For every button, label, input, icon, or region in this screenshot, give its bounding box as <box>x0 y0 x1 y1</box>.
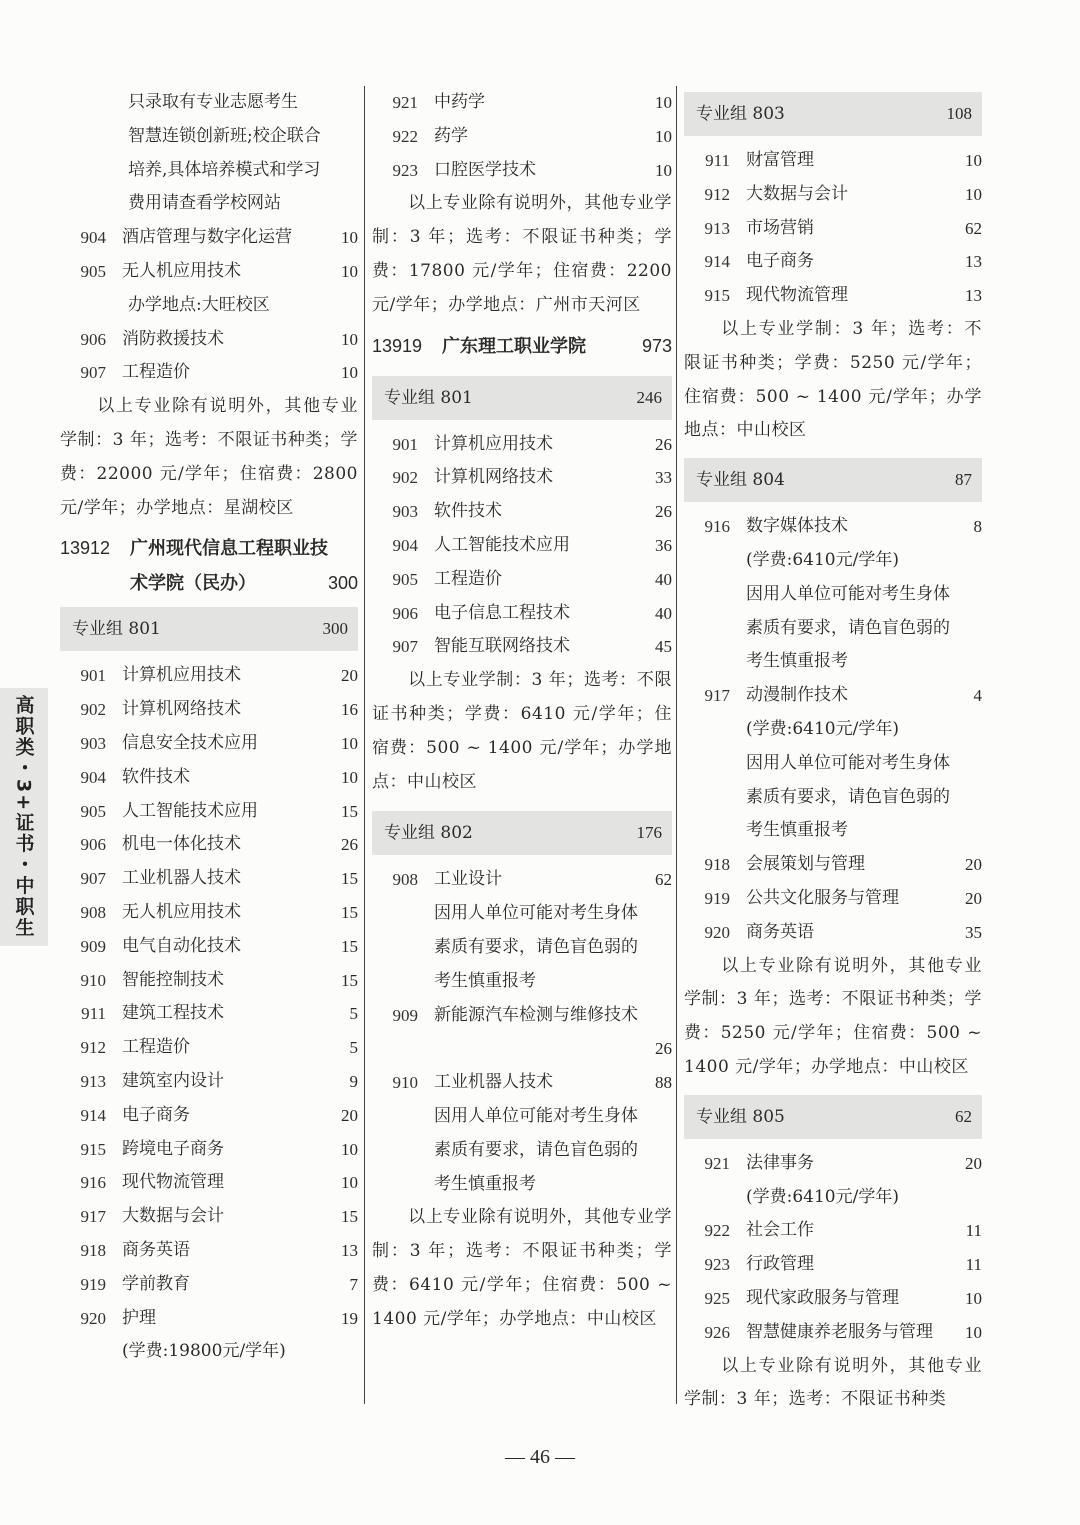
group-quota: 246 <box>636 387 662 407</box>
major-code: 902 <box>80 700 106 720</box>
major-name: 市场营销 <box>746 217 814 238</box>
major-name: 工业机器人技术 <box>434 1072 553 1093</box>
note-line: 因用人单位可能对考生身体 <box>434 903 638 924</box>
major-group-header <box>60 607 358 651</box>
major-code: 906 <box>80 835 106 855</box>
major-name: 计算机网络技术 <box>122 699 241 720</box>
major-name: 计算机应用技术 <box>434 433 553 454</box>
major-quota: 11 <box>965 1221 982 1241</box>
major-row <box>372 529 672 563</box>
school-quota: 300 <box>327 573 358 594</box>
major-row <box>60 1099 358 1133</box>
note-line: 因用人单位可能对考生身体 <box>746 752 950 773</box>
major-quota: 10 <box>341 733 358 753</box>
note-line: (学费:6410元/学年) <box>746 1186 899 1207</box>
major-name: 行政管理 <box>746 1254 814 1275</box>
major-name: 建筑工程技术 <box>122 1003 224 1024</box>
side-tab-label: 高职类・3+证书・中职生 <box>12 695 35 939</box>
program-description <box>372 187 672 322</box>
major-quota: 11 <box>965 1255 982 1275</box>
program-description-text: 以上专业学制：3 年；选考：不限证书种类；学费：6410 元/学年；住宿费：500 ~ 1400 元/学年；办学地点：中山校区 <box>372 670 672 792</box>
major-row <box>684 848 982 882</box>
major-name: 信息安全技术应用 <box>122 732 258 753</box>
major-list <box>684 848 982 949</box>
major-code: 918 <box>80 1240 106 1260</box>
major-quota: 10 <box>341 363 358 383</box>
column-1 <box>60 86 358 1369</box>
major-row <box>684 1214 982 1248</box>
major-quota: 20 <box>965 888 982 908</box>
school-code: 13912 <box>60 538 111 559</box>
major-code: 902 <box>392 468 418 488</box>
major-code: 904 <box>392 535 418 555</box>
major-row <box>60 1302 358 1336</box>
major-code: 917 <box>80 1207 106 1227</box>
major-group-header <box>372 376 672 420</box>
major-name: 无人机应用技术 <box>122 260 241 281</box>
major-quota: 5 <box>349 1038 358 1058</box>
note-line: (学费:6410元/学年) <box>746 718 899 739</box>
major-name: 无人机应用技术 <box>122 901 241 922</box>
major-code: 915 <box>80 1139 106 1159</box>
major-code: 920 <box>80 1308 106 1328</box>
major-code: 913 <box>704 218 730 238</box>
major-list <box>684 144 982 313</box>
school-name: 术学院（民办） <box>130 573 256 595</box>
major-code: 908 <box>392 870 418 890</box>
major-quota: 36 <box>655 535 672 555</box>
major-code: 909 <box>80 936 106 956</box>
major-name: 电子信息工程技术 <box>434 602 570 623</box>
major-row <box>60 255 358 289</box>
note-line: 考生慎重报考 <box>746 820 848 841</box>
major-name: 现代家政服务与管理 <box>746 1287 899 1308</box>
major-quota: 15 <box>341 902 358 922</box>
major-name: 法律事务 <box>746 1152 814 1173</box>
major-row <box>60 828 358 862</box>
major-code: 908 <box>80 902 106 922</box>
major-code: 922 <box>392 126 418 146</box>
major-code: 903 <box>80 733 106 753</box>
major-name: 口腔医学技术 <box>434 159 536 180</box>
school-name: 广东理工职业学院 <box>442 335 586 357</box>
major-group-header <box>372 811 672 855</box>
major-row <box>684 279 982 313</box>
major-row <box>60 727 358 761</box>
major-row <box>684 1147 982 1181</box>
major-name: 现代物流管理 <box>746 285 848 306</box>
column-3 <box>684 86 982 1417</box>
major-quota: 9 <box>349 1071 358 1091</box>
major-quota: 8 <box>973 517 982 537</box>
major-quota: 5 <box>349 1004 358 1024</box>
major-name: 工程造价 <box>122 362 190 383</box>
major-row <box>60 1133 358 1167</box>
column-divider <box>364 86 365 1404</box>
major-code: 906 <box>392 603 418 623</box>
major-code: 921 <box>392 93 418 112</box>
major-code: 914 <box>80 1105 106 1125</box>
major-code: 905 <box>80 801 106 821</box>
major-quota: 35 <box>965 922 982 942</box>
major-row <box>60 1031 358 1065</box>
major-name: 智能控制技术 <box>122 969 224 990</box>
major-code: 917 <box>704 686 730 706</box>
major-quota: 16 <box>341 700 358 720</box>
major-name: 财富管理 <box>746 150 814 170</box>
program-description-text: 以上专业除有说明外，其他专业学制：3 年；选考：不限证书种类；学费：6410 元/学年；住宿费：500 ~ 1400 元/学年；办学地点：中山校区 <box>372 1207 672 1329</box>
major-code: 921 <box>704 1153 730 1173</box>
major-row <box>60 997 358 1031</box>
program-description-text: 以上专业除有说明外，其他专业学制：3 年；选考：不限证书种类；学费：17800 元/学年；住宿费：2200 元/学年；办学地点：广州市天河区 <box>372 193 672 315</box>
major-code: 912 <box>704 184 730 204</box>
note-line: 只录取有专业志愿考生 <box>128 92 298 112</box>
note-line: 办学地点:大旺校区 <box>128 294 270 315</box>
major-code: 907 <box>80 363 106 383</box>
major-row <box>372 120 672 154</box>
major-quota: 62 <box>655 870 672 890</box>
group-quota: 176 <box>636 823 662 843</box>
major-row <box>60 896 358 930</box>
major-code: 910 <box>80 970 106 990</box>
major-name: 中药学 <box>434 92 485 112</box>
major-name: 社会工作 <box>746 1220 814 1241</box>
major-quota: 62 <box>965 218 982 238</box>
major-code: 912 <box>80 1038 106 1058</box>
school-name: 广州现代信息工程职业技 <box>130 538 328 560</box>
major-list <box>60 659 358 1335</box>
major-quota: 13 <box>341 1240 358 1260</box>
major-row <box>60 693 358 727</box>
major-quota: 10 <box>341 1139 358 1159</box>
group-name: 专业组 803 <box>696 104 785 124</box>
major-name: 动漫制作技术 <box>746 685 848 706</box>
major-quota: 10 <box>655 126 672 146</box>
note-line: 素质有要求，请色盲色弱的 <box>746 786 950 807</box>
major-name: 护理 <box>122 1307 156 1328</box>
note-line: 素质有要求，请色盲色弱的 <box>434 936 638 957</box>
major-code: 904 <box>80 767 106 787</box>
major-row <box>372 863 672 897</box>
major-quota: 13 <box>965 252 982 272</box>
major-row <box>60 795 358 829</box>
major-code: 911 <box>705 151 730 170</box>
school-quota: 973 <box>641 335 672 356</box>
major-quota: 10 <box>965 1322 982 1342</box>
major-name: 大数据与会计 <box>746 183 848 204</box>
major-name: 酒店管理与数字化运营 <box>122 227 292 248</box>
major-quota: 10 <box>341 329 358 349</box>
major-quota: 10 <box>965 151 982 170</box>
group-name: 专业组 805 <box>696 1106 785 1127</box>
major-row <box>684 1248 982 1282</box>
note-line: (学费:6410元/学年) <box>746 549 899 570</box>
major-name: 药学 <box>434 125 468 146</box>
major-code: 916 <box>704 517 730 537</box>
note-line: 智慧连锁创新班;校企联合 <box>128 125 321 146</box>
major-row <box>372 154 672 188</box>
major-quota: 26 <box>655 502 672 522</box>
major-row <box>60 356 358 390</box>
major-code: 901 <box>392 434 418 454</box>
program-description-text: 以上专业除有说明外，其他专业学制：3 年；选考：不限证书种类 <box>684 1355 982 1410</box>
note-line: 培养,具体培养模式和学习 <box>128 159 321 180</box>
note-line: (学费:19800元/学年) <box>122 1341 286 1362</box>
group-name: 专业组 801 <box>72 619 161 640</box>
major-name: 电气自动化技术 <box>122 935 241 956</box>
major-quota: 7 <box>349 1274 358 1294</box>
program-description-text: 以上专业学制：3 年；选考：不限证书种类；学费：5250 元/学年；住宿费：500 ~ 1400 元/学年；办学地点：中山校区 <box>684 318 982 441</box>
major-quota: 10 <box>341 261 358 281</box>
major-quota: 13 <box>965 286 982 306</box>
program-description <box>372 1201 672 1336</box>
major-row <box>684 245 982 279</box>
major-quota: 19 <box>341 1308 358 1328</box>
major-name: 公共文化服务与管理 <box>746 887 899 908</box>
major-quota: 10 <box>965 1288 982 1308</box>
column-2 <box>372 86 672 1337</box>
major-name: 现代物流管理 <box>122 1172 224 1193</box>
group-name: 专业组 801 <box>384 387 473 408</box>
major-quota: 20 <box>965 1153 982 1173</box>
major-code: 920 <box>704 922 730 942</box>
major-name: 工程造价 <box>434 568 502 589</box>
major-name: 数字媒体技术 <box>746 516 848 537</box>
major-quota: 20 <box>965 855 982 875</box>
major-quota: 20 <box>341 666 358 686</box>
major-quota: 45 <box>655 637 672 657</box>
major-code: 915 <box>704 286 730 306</box>
major-code: 907 <box>392 637 418 657</box>
major-row <box>372 597 672 631</box>
major-quota: 26 <box>655 434 672 454</box>
major-quota: 40 <box>655 569 672 589</box>
major-row <box>60 659 358 693</box>
program-description <box>684 313 982 448</box>
major-code: 925 <box>704 1288 730 1308</box>
major-code: 916 <box>80 1173 106 1193</box>
major-row <box>684 144 982 178</box>
major-name: 大数据与会计 <box>122 1206 224 1227</box>
major-name: 计算机网络技术 <box>434 467 553 488</box>
major-name: 工程造价 <box>122 1037 190 1058</box>
major-code: 923 <box>704 1255 730 1275</box>
major-row <box>60 761 358 795</box>
note-line: 素质有要求，请色盲色弱的 <box>746 617 950 638</box>
major-name: 建筑室内设计 <box>122 1070 224 1091</box>
major-row <box>372 495 672 529</box>
major-code: 918 <box>704 855 730 875</box>
major-row <box>372 1066 672 1100</box>
major-name: 学前教育 <box>122 1273 190 1294</box>
major-quota: 15 <box>341 970 358 990</box>
major-list <box>372 86 672 187</box>
major-quota: 15 <box>341 869 358 889</box>
section-side-tab <box>0 688 48 946</box>
major-name: 电子商务 <box>746 251 814 272</box>
school-code: 13919 <box>372 335 423 356</box>
major-quota: 26 <box>655 1039 672 1059</box>
major-row <box>684 916 982 950</box>
major-row <box>60 323 358 357</box>
program-description <box>60 390 358 525</box>
major-row <box>60 221 358 255</box>
major-name: 软件技术 <box>434 501 502 522</box>
column-divider <box>676 86 677 1404</box>
note-line: 素质有要求，请色盲色弱的 <box>434 1139 638 1160</box>
major-row <box>60 964 358 998</box>
major-row <box>60 1234 358 1268</box>
major-code: 919 <box>80 1274 106 1294</box>
major-row <box>372 563 672 597</box>
major-name: 工业机器人技术 <box>122 868 241 889</box>
major-name: 消防救援技术 <box>122 328 224 349</box>
major-code: 905 <box>392 569 418 589</box>
major-quota: 33 <box>655 468 672 488</box>
major-quota: 15 <box>341 1207 358 1227</box>
major-list <box>684 1214 982 1349</box>
major-row <box>684 1316 982 1350</box>
major-quota: 88 <box>655 1073 672 1093</box>
major-row-cont <box>372 1032 672 1066</box>
major-quota: 15 <box>341 801 358 821</box>
major-code: 926 <box>704 1322 730 1342</box>
program-description <box>372 664 672 799</box>
major-quota: 10 <box>655 93 672 112</box>
major-name: 工业设计 <box>434 869 502 890</box>
major-name: 会展策划与管理 <box>746 854 865 875</box>
group-quota: 108 <box>946 104 972 123</box>
major-group-header <box>684 92 982 136</box>
major-code: 913 <box>80 1071 106 1091</box>
school-heading <box>372 329 672 364</box>
major-quota: 10 <box>341 1173 358 1193</box>
major-code: 904 <box>80 228 106 248</box>
major-code: 922 <box>704 1221 730 1241</box>
group-name: 专业组 802 <box>384 823 473 844</box>
note-line: 因用人单位可能对考生身体 <box>746 583 950 604</box>
major-row <box>60 1065 358 1099</box>
major-name: 电子商务 <box>122 1104 190 1125</box>
major-row <box>60 1268 358 1302</box>
major-row <box>60 930 358 964</box>
major-code: 907 <box>80 869 106 889</box>
major-quota: 26 <box>341 835 358 855</box>
major-quota: 10 <box>341 228 358 248</box>
program-description-text: 以上专业除有说明外，其他专业学制：3 年；选考：不限证书种类；学费：5250 元/学年；住宿费：500 ~ 1400 元/学年；办学地点：中山校区 <box>684 955 982 1077</box>
major-row <box>372 999 672 1033</box>
major-name: 软件技术 <box>122 766 190 787</box>
major-name: 智能互联网络技术 <box>434 636 570 657</box>
major-code: 909 <box>392 1005 418 1025</box>
major-name: 商务英语 <box>122 1239 190 1260</box>
major-list <box>372 428 672 665</box>
major-group-header <box>684 1095 982 1139</box>
major-code: 919 <box>704 888 730 908</box>
major-row <box>60 1200 358 1234</box>
major-row <box>684 882 982 916</box>
note-line: 考生慎重报考 <box>746 651 848 672</box>
major-row <box>684 679 982 713</box>
major-row <box>684 212 982 246</box>
school-heading-cont <box>60 566 358 601</box>
major-row <box>60 862 358 896</box>
school-heading <box>60 531 358 566</box>
major-code: 903 <box>392 502 418 522</box>
program-description-text: 以上专业除有说明外，其他专业学制：3 年；选考：不限证书种类；学费：22000 元/学年；住宿费：2800 元/学年；办学地点：星湖校区 <box>60 396 358 518</box>
group-quota: 87 <box>955 470 972 490</box>
major-name: 计算机应用技术 <box>122 665 241 686</box>
note-line: 考生慎重报考 <box>434 970 536 991</box>
major-row <box>684 1282 982 1316</box>
major-name: 人工智能技术应用 <box>122 800 258 821</box>
major-quota: 15 <box>341 936 358 956</box>
program-description <box>684 950 982 1085</box>
major-quota: 20 <box>341 1105 358 1125</box>
major-quota: 40 <box>655 603 672 623</box>
major-quota: 10 <box>655 160 672 180</box>
major-name: 新能源汽车检测与维修技术 <box>434 1004 638 1025</box>
major-quota: 4 <box>973 686 982 706</box>
program-description <box>684 1350 982 1418</box>
major-name: 智慧健康养老服务与管理 <box>746 1321 933 1342</box>
major-name: 商务英语 <box>746 921 814 942</box>
major-row <box>372 86 672 120</box>
major-quota: 10 <box>965 184 982 204</box>
major-row <box>60 1166 358 1200</box>
major-quota: 10 <box>341 767 358 787</box>
major-row <box>372 630 672 664</box>
note-line: 因用人单位可能对考生身体 <box>434 1105 638 1126</box>
note-line: 考生慎重报考 <box>434 1173 536 1194</box>
major-row <box>684 510 982 544</box>
major-code: 906 <box>80 329 106 349</box>
major-row <box>372 461 672 495</box>
major-code: 905 <box>80 261 106 281</box>
major-code: 911 <box>81 1004 106 1024</box>
note-line: 费用请查看学校网站 <box>128 193 281 214</box>
major-group-header <box>684 458 982 502</box>
major-code: 914 <box>704 252 730 272</box>
group-name: 专业组 804 <box>696 470 785 491</box>
major-code: 910 <box>392 1073 418 1093</box>
major-name: 跨境电子商务 <box>122 1138 224 1159</box>
major-row <box>372 428 672 462</box>
major-name: 机电一体化技术 <box>122 834 241 855</box>
major-code: 901 <box>80 666 106 686</box>
major-name: 人工智能技术应用 <box>434 534 570 555</box>
major-code: 923 <box>392 160 418 180</box>
group-quota: 300 <box>322 619 348 639</box>
page-number: — 46 — <box>505 1446 575 1468</box>
group-quota: 62 <box>955 1106 972 1126</box>
major-row <box>684 178 982 212</box>
